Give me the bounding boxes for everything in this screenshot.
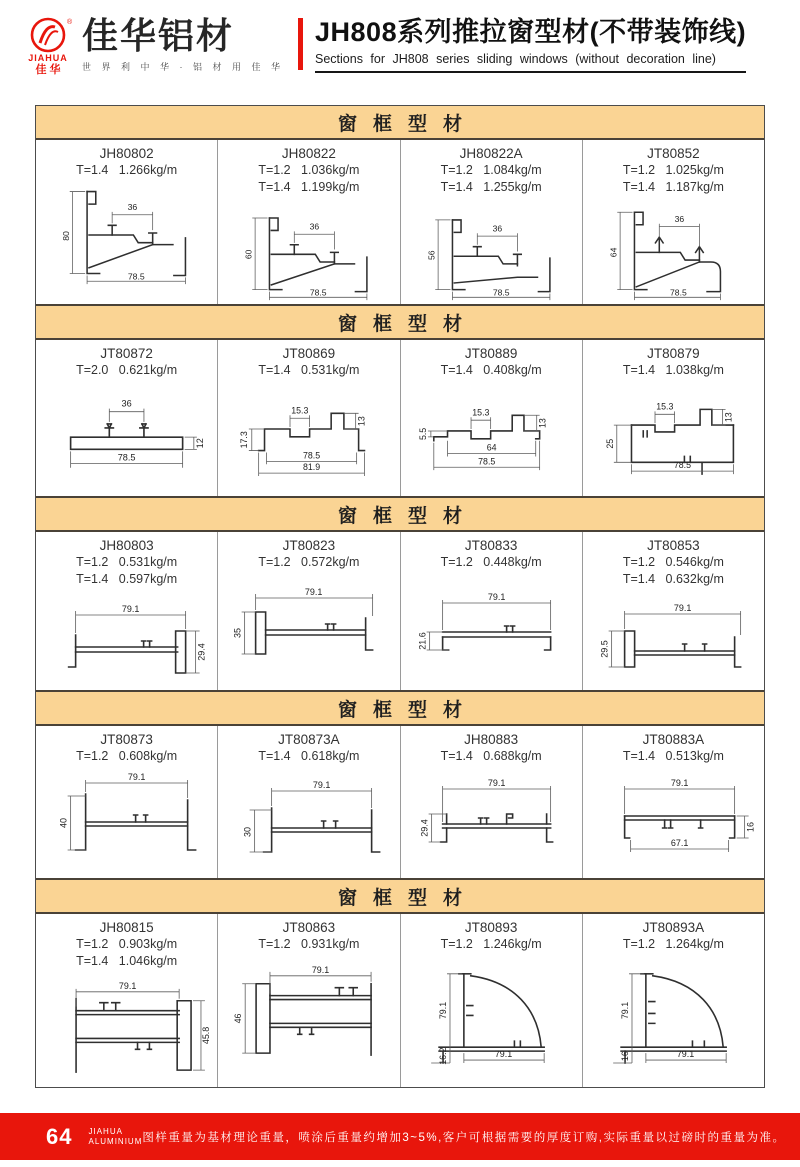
header-divider [298,18,303,70]
profile-drawing [36,380,217,478]
profile-spec: T=1.4 1.187kg/m [622,180,724,194]
profile-cell-jh80815 [36,914,218,1087]
profile-code: JH80822A [459,146,523,161]
svg-text:30: 30 [242,826,253,838]
profile-spec: T=1.4 0.618kg/m [258,749,360,763]
profile-spec: T=1.2 0.903kg/m [76,937,178,951]
profile-code: JH80803 [99,538,154,553]
section-title: 窗框型材 [337,505,478,527]
svg-text:81.9: 81.9 [303,462,321,473]
svg-text:13: 13 [537,418,548,429]
profile-code: JT80852 [647,146,700,161]
profile-cell-jt80863 [218,914,400,1087]
profile-drawing [583,380,764,478]
svg-text:79.1: 79.1 [313,780,331,790]
profile-spec: T=1.2 0.572kg/m [258,555,360,569]
profile-code: JT80873A [278,732,340,747]
profile-cell-jt80833 [401,532,583,690]
svg-text:79.1: 79.1 [619,1001,630,1020]
svg-text:79.1: 79.1 [118,980,137,991]
logo-texts [82,16,284,73]
svg-text:17.3: 17.3 [239,431,250,449]
section-title: 窗框型材 [337,699,478,721]
footer-brand-line2: ALUMINIUM [88,1136,143,1146]
jiahua-emblem-icon [24,16,76,76]
profile-cell-jh80802 [36,140,218,304]
svg-text:40: 40 [58,817,69,829]
profile-spec: T=1.4 1.199kg/m [258,180,360,194]
profile-drawing [36,766,217,858]
profile-spec: T=1.2 1.084kg/m [440,163,542,177]
profile-code: JH80802 [99,146,154,161]
profile-spec: T=1.2 1.036kg/m [258,163,360,177]
profile-spec: T=1.4 0.531kg/m [258,363,360,377]
svg-text:13: 13 [356,416,367,427]
profile-cell-jt80873 [36,726,218,878]
profile-code: JT80823 [282,538,336,553]
profile-table [35,105,765,1088]
section-title: 窗框型材 [337,313,478,335]
svg-text:78.5: 78.5 [669,287,687,298]
svg-text:79.1: 79.1 [670,778,689,788]
profile-drawing [401,766,582,858]
svg-text:78.5: 78.5 [477,456,495,467]
profile-cell-jt80889 [401,340,583,496]
svg-text:JIAHUA: JIAHUA [28,53,68,63]
profile-cell-jt80853 [583,532,764,690]
profile-drawing [36,589,217,681]
svg-text:15.3: 15.3 [655,401,674,412]
svg-text:46: 46 [233,1013,244,1024]
logo-emblem [24,16,76,81]
svg-text:78.5: 78.5 [673,460,691,471]
svg-text:67.1: 67.1 [670,838,689,848]
profile-cell-jh80883 [401,726,583,878]
profile-spec: T=1.2 1.246kg/m [440,937,542,951]
profile-cell-jh80822 [218,140,400,304]
profile-row [36,726,764,878]
profile-code: JT80853 [647,538,700,553]
profile-row [36,532,764,690]
profile-drawing [36,971,217,1084]
svg-text:29.4: 29.4 [196,643,207,661]
profile-spec: T=1.2 0.531kg/m [76,555,178,569]
svg-text:79.1: 79.1 [494,1049,512,1060]
company-logo [24,16,284,81]
profile-spec: T=1.4 0.688kg/m [440,749,542,763]
page-titles [315,16,746,73]
svg-text:36: 36 [674,213,684,224]
profile-code: JH80815 [99,920,154,935]
profile-drawing [401,197,582,304]
profile-code: JT80893 [464,920,518,935]
profile-spec: T=1.2 0.931kg/m [258,937,360,951]
svg-text:佳 华: 佳 华 [35,64,61,76]
svg-text:79.1: 79.1 [437,1001,448,1020]
page-subtitle: Sections for JH808 series sliding windows (without decoration line) [315,52,716,66]
profile-code: JT80863 [282,920,336,935]
profile-cell-jh80803 [36,532,218,690]
profile-code: JT80883A [642,732,705,747]
page-number: 64 [46,1123,73,1149]
svg-text:®: ® [67,19,73,26]
profile-drawing [401,954,582,1067]
svg-text:15.3: 15.3 [291,405,309,416]
profile-cell-jt80879 [583,340,764,496]
profile-row [36,340,764,496]
profile-drawing [401,380,582,478]
profile-drawing [583,766,764,858]
profile-spec: T=2.0 0.621kg/m [76,363,178,377]
profile-cell-jt80852 [583,140,764,304]
profile-spec: T=1.4 1.038kg/m [622,363,724,377]
profile-cell-jt80893a [583,914,764,1087]
profile-code: JT80879 [647,346,700,361]
svg-text:13: 13 [723,412,734,423]
svg-text:25: 25 [604,438,615,449]
svg-text:36: 36 [121,398,132,409]
svg-text:35: 35 [232,627,243,639]
profile-code: JT80869 [282,346,336,361]
section-title: 窗框型材 [337,887,478,909]
svg-text:79.1: 79.1 [305,587,323,597]
profile-spec: T=1.2 1.264kg/m [622,937,724,951]
svg-text:78.5: 78.5 [310,287,327,298]
footer-brand-line1: JIAHUA [88,1126,123,1136]
svg-text:79.1: 79.1 [312,964,330,975]
profile-drawing [583,954,764,1067]
svg-text:79.1: 79.1 [487,592,505,602]
svg-text:78.5: 78.5 [117,452,136,463]
profile-cell-jh80822a [401,140,583,304]
section-header [36,496,764,532]
profile-spec: T=1.4 0.408kg/m [440,363,542,377]
svg-text:64: 64 [486,442,497,453]
profile-drawing [218,954,399,1067]
section-header [36,304,764,340]
svg-text:79.1: 79.1 [121,604,140,614]
svg-text:16: 16 [619,1051,630,1062]
profile-drawing [218,197,399,304]
svg-text:36: 36 [309,221,320,232]
svg-text:29.5: 29.5 [599,640,610,658]
svg-text:79.1: 79.1 [487,778,505,788]
profile-spec: T=1.2 0.608kg/m [76,749,178,763]
profile-spec: T=1.4 0.632kg/m [622,572,724,586]
svg-text:16: 16 [745,821,756,833]
svg-text:36: 36 [127,201,138,212]
profile-drawing [36,180,217,288]
profile-cell-jt80873a [218,726,400,878]
svg-text:78.5: 78.5 [127,271,145,282]
page-footer [0,1113,800,1160]
footer-brand [88,1127,142,1147]
brand-tagline: 世 界 利 中 华 · 铝 材 用 佳 华 [82,62,285,72]
svg-text:12: 12 [194,438,205,449]
section-header [36,106,764,140]
svg-text:5.5: 5.5 [417,427,428,441]
brand-name: 佳华铝材 [82,15,235,56]
profile-drawing [583,589,764,681]
profile-spec: T=1.2 0.448kg/m [440,555,542,569]
svg-text:64: 64 [608,247,619,258]
svg-text:79.1: 79.1 [676,1049,694,1060]
profile-spec: T=1.4 0.513kg/m [622,749,724,763]
svg-text:80: 80 [60,231,71,241]
profile-drawing [218,380,399,478]
profile-code: JH80822 [281,146,336,161]
profile-spec: T=1.4 1.046kg/m [76,954,178,968]
profile-drawing [583,197,764,304]
svg-text:79.1: 79.1 [127,772,146,782]
svg-text:78.5: 78.5 [492,287,510,298]
profile-cell-jt80883a [583,726,764,878]
svg-text:45.8: 45.8 [200,1026,211,1045]
profile-code: JH80883 [464,732,519,747]
profile-cell-jt80823 [218,532,400,690]
svg-text:15.3: 15.3 [471,407,489,418]
profile-cell-jt80869 [218,340,400,496]
svg-text:79.1: 79.1 [673,603,692,613]
profile-spec: T=1.2 1.025kg/m [622,163,724,177]
section-header [36,690,764,726]
section-title: 窗框型材 [337,113,478,135]
profile-cell-jt80872 [36,340,218,496]
profile-code: JT80873 [100,732,153,747]
section-header [36,878,764,914]
svg-text:56: 56 [425,250,436,261]
profile-drawing [401,572,582,664]
profile-drawing [218,766,399,858]
svg-text:29.4: 29.4 [419,819,430,837]
profile-spec: T=1.4 0.597kg/m [76,572,178,586]
profile-code: JT80893A [642,920,705,935]
profile-row [36,140,764,304]
profile-drawing [218,572,399,664]
svg-text:36: 36 [492,223,502,234]
profile-code: JT80872 [100,346,153,361]
profile-row [36,914,764,1087]
svg-text:60: 60 [243,249,254,260]
svg-text:16.2: 16.2 [437,1047,448,1065]
profile-code: JT80833 [464,538,518,553]
profile-spec: T=1.4 1.255kg/m [440,180,542,194]
profile-spec: T=1.2 0.546kg/m [622,555,724,569]
profile-code: JT80889 [464,346,518,361]
svg-text:78.5: 78.5 [303,450,321,461]
page-title: JH808系列推拉窗型材(不带装饰线) [315,17,747,47]
profile-cell-jt80893 [401,914,583,1087]
page-header [0,0,800,88]
svg-text:21.6: 21.6 [417,632,428,650]
footer-note: 图样重量为基材理论重量，喷涂后重量约增加3~5%,客户可根据需要的厚度订购,实际重量以过磅时的重量为准。 [142,1131,786,1144]
profile-spec: T=1.4 1.266kg/m [76,163,178,177]
